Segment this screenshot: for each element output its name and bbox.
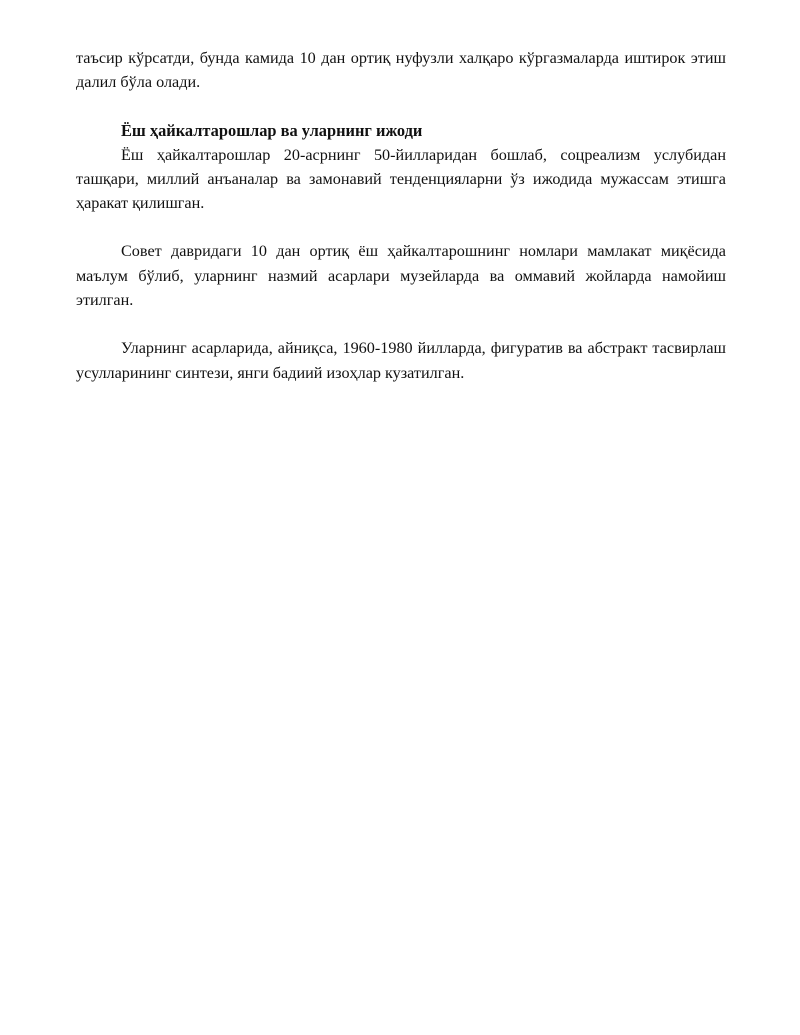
section-heading: Ёш ҳайкалтарошлар ва уларнинг ижоди: [121, 120, 423, 140]
paragraph-soviet-era-sculptors: Совет давридаги 10 дан ортиқ ёш ҳайкалтарошнинг номлари мамлакат миқёсида маълум бўлиб, уларнинг назмий асарлари музейларда ва оммавий жойларда намойиш этилган.: [76, 242, 726, 310]
paragraph-continuation: таъсир кўрсатди, бунда камида 10 дан ортиқ нуфузли халқаро кўргазмаларда иштирок этиш далил бўла олади.: [76, 49, 726, 92]
paragraph-young-sculptors-intro: Ёш ҳайкалтарошлар 20-асрнинг 50-йилларидан бошлаб, соцреализм услубидан ташқари, миллий анъаналар ва замонавий тенденцияларни ўз ижодида мужассам этишга ҳаракат қилишган.: [76, 145, 726, 213]
document-body: [76, 46, 726, 385]
paragraph-works-synthesis: Уларнинг асарларида, айниқса, 1960-1980 йилларда, фигуратив ва абстракт тасвирлаш усулларининг синтези, янги бадиий изоҳлар кузатилган.: [76, 339, 726, 382]
